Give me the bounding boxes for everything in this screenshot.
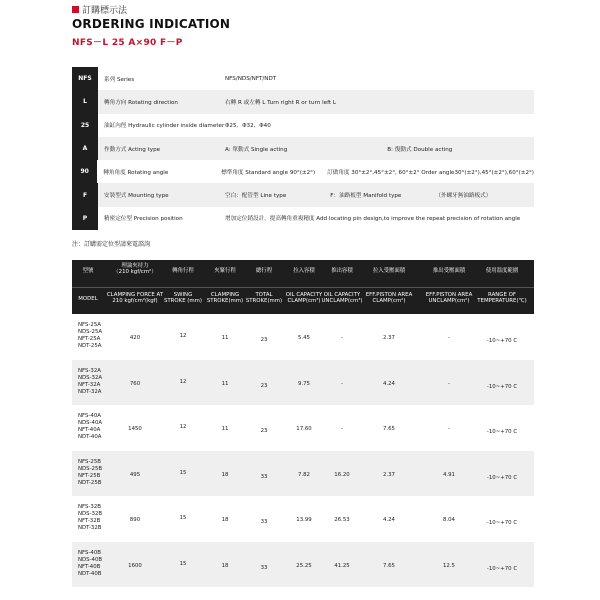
spec-value: 23 bbox=[260, 428, 268, 434]
spec-value: 15 bbox=[179, 469, 187, 476]
spec-value: - bbox=[448, 380, 450, 387]
spec-header-en: TOTAL STROKE(mm) bbox=[245, 292, 283, 305]
spec-value: - bbox=[341, 426, 343, 432]
spec-value: 23 bbox=[260, 382, 268, 389]
spec-value: 16.20 bbox=[334, 471, 350, 478]
spec-header-en: CLAMPING FORCE AT 210 kgf/cm²(kgf) bbox=[106, 292, 164, 305]
spec-value: 13.99 bbox=[296, 517, 312, 523]
ordering-value: F：油路板型 Manifold type bbox=[330, 193, 402, 200]
ordering-label: 作動方式 Acting type bbox=[104, 146, 161, 153]
ordering-values bbox=[225, 145, 534, 153]
spec-header-en: OIL CAPACITY UNCLAMP(cm³) bbox=[321, 292, 363, 305]
ordering-value: 空白：配管型 Line type bbox=[225, 193, 287, 200]
ordering-label: 精密定位型 Precision position bbox=[104, 216, 183, 223]
spec-header-zh: 推出受壓面積 bbox=[432, 268, 466, 274]
spec-value: 7.65 bbox=[382, 426, 395, 432]
ordering-label: 轉角方向 Rotating direction bbox=[104, 99, 178, 106]
section-label: 訂購標示法 bbox=[82, 6, 128, 16]
spec-value: -10~+70 C bbox=[486, 565, 518, 572]
spec-value: 2.37 bbox=[382, 335, 395, 341]
spec-value: 33 bbox=[260, 519, 268, 525]
spec-value: 4.24 bbox=[382, 380, 395, 387]
spec-value: 7.65 bbox=[382, 562, 395, 569]
spec-value: 17.60 bbox=[296, 426, 312, 432]
spec-value: -10~+70 C bbox=[486, 383, 518, 390]
ordering-row bbox=[72, 67, 534, 90]
spec-model: NFS-32B bbox=[78, 504, 101, 510]
spec-model: NDT-32A bbox=[78, 388, 102, 395]
spec-value: 12 bbox=[179, 333, 187, 339]
spec-table bbox=[72, 260, 534, 587]
spec-model: NFT-32A bbox=[78, 381, 101, 388]
ordering-row bbox=[72, 114, 534, 137]
spec-row bbox=[72, 496, 534, 542]
spec-value: 1450 bbox=[128, 426, 142, 432]
spec-value: 2.37 bbox=[382, 471, 395, 478]
spec-value: - bbox=[341, 335, 343, 341]
ordering-code: L bbox=[72, 90, 98, 113]
spec-model: NFT-32B bbox=[78, 518, 101, 525]
ordering-code: F bbox=[72, 183, 98, 206]
spec-value: -10~+70 C bbox=[486, 520, 518, 526]
spec-value: 15 bbox=[179, 560, 187, 567]
spec-models bbox=[78, 459, 102, 487]
page-title: ORDERING INDICATION bbox=[72, 17, 231, 31]
spec-value: 26.53 bbox=[334, 517, 350, 523]
spec-model: NDT-25B bbox=[78, 479, 102, 486]
spec-header-en: EFF.PISTON AREA CLAMP(cm²) bbox=[365, 292, 413, 305]
spec-header-zh: 夾緊行程 bbox=[214, 268, 236, 274]
spec-model: NFT-25B bbox=[78, 472, 101, 479]
spec-header-en: CLAMPING STROKE(mm) bbox=[206, 292, 244, 305]
spec-value: 23 bbox=[260, 337, 268, 343]
spec-value: - bbox=[448, 426, 450, 432]
spec-value: 5.45 bbox=[297, 335, 310, 341]
ordering-values bbox=[225, 214, 534, 222]
spec-value: 18 bbox=[221, 517, 229, 523]
spec-value: 41.25 bbox=[334, 562, 350, 569]
spec-value: 9.75 bbox=[297, 380, 310, 387]
ordering-table bbox=[72, 67, 534, 230]
spec-value: 18 bbox=[221, 471, 229, 478]
spec-header-en: SWING STROKE (mm) bbox=[163, 292, 203, 305]
ordering-values bbox=[225, 98, 534, 106]
spec-header-zh: 理論夾持力 （210 kgf/cm²） bbox=[113, 263, 157, 276]
spec-table-header bbox=[72, 260, 534, 314]
spec-models bbox=[78, 413, 102, 441]
spec-value: 12 bbox=[179, 378, 187, 385]
spec-header-zh: 使用溫度範圍 bbox=[485, 268, 519, 274]
spec-table-body bbox=[72, 314, 534, 587]
spec-value: -10~+70 C bbox=[486, 429, 518, 435]
ordering-label: 安裝型式 Mounting type bbox=[104, 193, 169, 200]
ordering-note: 注：訂購需定位型請來電諮詢 bbox=[72, 241, 151, 248]
spec-value: 15 bbox=[179, 515, 187, 521]
spec-model: NFS-25A bbox=[78, 322, 101, 328]
ordering-row bbox=[72, 137, 534, 160]
spec-header-en: OIL CAPACITY CLAMP(cm³) bbox=[285, 292, 323, 305]
spec-header-zh: 拉入容積 bbox=[293, 268, 315, 274]
spec-value: 11 bbox=[221, 335, 229, 341]
spec-header-zh: 型號 bbox=[82, 268, 94, 274]
spec-row bbox=[72, 405, 534, 451]
spec-model: NDS-40A bbox=[78, 420, 103, 427]
spec-value: -10~+70 C bbox=[486, 474, 518, 481]
ordering-values bbox=[225, 76, 534, 82]
spec-header-zh: 總行程 bbox=[255, 268, 273, 274]
ordering-value: NFS/NDS/NFT/NDT bbox=[225, 75, 277, 82]
ordering-value: 標準角度 Standard angle 90°(±2°) bbox=[221, 169, 316, 176]
spec-header-en: RANGE OF TEMPERATURE(℃) bbox=[477, 292, 527, 305]
spec-model: NDS-32B bbox=[78, 511, 103, 518]
ordering-code: NFS bbox=[72, 67, 98, 90]
spec-value: - bbox=[448, 335, 450, 341]
red-square-icon bbox=[72, 6, 79, 13]
header-divider bbox=[72, 287, 534, 288]
spec-row bbox=[72, 360, 534, 406]
ordering-code: 25 bbox=[72, 114, 98, 137]
spec-value: 495 bbox=[129, 471, 141, 478]
spec-value: 18 bbox=[221, 562, 229, 569]
spec-value: 1600 bbox=[128, 562, 142, 569]
spec-header-zh: 拉入受壓面積 bbox=[372, 268, 406, 274]
spec-value: - bbox=[341, 380, 343, 387]
ordering-value: A: 單動式 Single acting bbox=[225, 146, 288, 153]
spec-models bbox=[78, 550, 102, 578]
ordering-values bbox=[225, 121, 534, 129]
spec-model: NDT-32B bbox=[78, 525, 102, 532]
spec-model: NFT-25A bbox=[78, 336, 101, 343]
ordering-row bbox=[72, 207, 534, 230]
spec-row bbox=[72, 314, 534, 360]
ordering-value: 訂做角度 30°±2°,45°±2°, 60°±2° Order angle30°(±2°),45°(±2°),60°(±2°) bbox=[327, 169, 534, 176]
spec-row bbox=[72, 542, 534, 588]
spec-value: 33 bbox=[260, 564, 268, 571]
spec-header-en: MODEL bbox=[78, 296, 98, 302]
spec-value: 8.04 bbox=[442, 517, 455, 523]
ordering-values bbox=[225, 191, 534, 199]
spec-value: 25.25 bbox=[296, 562, 312, 569]
spec-models bbox=[78, 322, 102, 350]
model-code: NFS－L 25 A×90 F－P bbox=[72, 38, 183, 48]
spec-header-zh: 推出容積 bbox=[331, 268, 353, 274]
spec-value: 12.5 bbox=[442, 562, 455, 569]
spec-models bbox=[78, 368, 102, 396]
spec-model: NDS-32A bbox=[78, 374, 103, 381]
spec-value: 890 bbox=[129, 517, 141, 523]
spec-value: 420 bbox=[129, 335, 141, 341]
spec-model: NFS-40B bbox=[78, 549, 101, 556]
spec-model: NDS-25B bbox=[78, 465, 103, 472]
ordering-label: 轉角角度 Rotating angle bbox=[103, 169, 169, 176]
spec-model: NDT-40A bbox=[78, 434, 102, 441]
spec-models bbox=[78, 504, 102, 532]
ordering-row bbox=[72, 183, 534, 206]
spec-value: 11 bbox=[221, 380, 229, 387]
spec-model: NDS-25A bbox=[78, 329, 103, 336]
spec-model: NDT-25A bbox=[78, 343, 102, 350]
ordering-label: 油缸內徑 Hydraulic cylinder inside diameter bbox=[104, 123, 225, 130]
spec-header-en: EFF.PISTON AREA UNCLAMP(cm²) bbox=[425, 292, 473, 305]
spec-model: NDT-40B bbox=[78, 570, 102, 577]
spec-value: -10~+70 C bbox=[486, 338, 518, 344]
spec-value: 4.91 bbox=[442, 471, 455, 478]
spec-value: 12 bbox=[179, 424, 187, 430]
spec-value: 760 bbox=[129, 380, 141, 387]
spec-value: 7.82 bbox=[297, 471, 310, 478]
spec-value: 11 bbox=[221, 426, 229, 432]
spec-model: NFS-25B bbox=[78, 458, 101, 465]
spec-header-zh: 轉角行程 bbox=[172, 268, 194, 274]
ordering-value: Φ25、Φ32、Φ40 bbox=[225, 123, 271, 130]
ordering-row bbox=[72, 90, 534, 113]
ordering-code: P bbox=[72, 207, 98, 230]
ordering-row bbox=[72, 160, 534, 183]
spec-model: NFT-40B bbox=[78, 563, 101, 570]
ordering-code: A bbox=[72, 137, 98, 160]
ordering-value: （外螺牙無油路板式） bbox=[435, 193, 492, 200]
ordering-value: 右轉 R 或左轉 L Turn right R or turn left L bbox=[225, 99, 337, 106]
ordering-code: 90 bbox=[72, 160, 97, 183]
spec-model: NFT-40A bbox=[78, 427, 101, 434]
ordering-value: B: 復動式 Double acting bbox=[387, 146, 453, 153]
ordering-label: 系列 Series bbox=[104, 76, 135, 83]
spec-model: NDS-40B bbox=[78, 556, 103, 563]
spec-model: NFS-32A bbox=[78, 367, 101, 374]
ordering-value: 增加定位銷設計，提高轉角重複精度 Add locating pin design,to improve the repeat precision of rotation angle bbox=[225, 216, 521, 223]
section-header bbox=[72, 3, 127, 16]
spec-row bbox=[72, 451, 534, 497]
spec-model: NFS-40A bbox=[78, 413, 101, 419]
spec-value: 4.24 bbox=[382, 517, 395, 523]
spec-value: 33 bbox=[260, 473, 268, 480]
ordering-values bbox=[221, 168, 534, 176]
